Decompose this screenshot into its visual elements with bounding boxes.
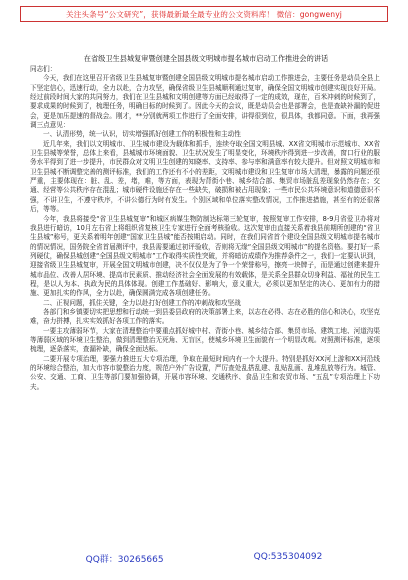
body-paragraph: 今天，我们在这里召开省级卫生县城复审暨创建全国县级文明城市提名城市启动工作推进会，主要任务是动员全县上下坚定信心，迅速行动，全力以赴，合力攻坚，确保省级卫生县城顺利通过复审，确保全国文明城市创建实现良好开局。经过前段时间大家的共同努力，我们在卫生县城和文明创建等方面已经取得了一定的成效，现在，百米冲刺的时候到了，要求成果的时候到了，梳理任务，明确目标的时候到了。因此今天的会议，既是动员会也是部署会，也是查缺补漏的促进会，更是加压提速的督战会。刚才，**分别就两项工作进行了全面安排，讲得很到位，很具体，我都同意。下面，我再强调三点意见： [30,74,380,130]
document-body [30,65,380,545]
contact-footer [0,552,408,566]
section-heading: 二、正视问题，抓住关键，全力以赴打好创建工作的冲刺战和攻坚战 [43,298,241,307]
promo-banner [20,6,388,22]
body-paragraph: 近几年来，我们以文明城市、卫生城市建设为载体和抓手，连续夺取全国文明县城、XX省文明城市示范城市、XX省卫生县城等荣誉，总体上来看，县城城市环境面貌、卫生状况发生了明显变化，环境秩序得到进一步改善，窗口行业的服务水平得到了进一步提升，市民群众对文明卫生创建的知晓率、支持率、参与率和满意率有较大提升。但对照文明城市和卫生县城不断调整完善的测评标准，我们的工作还有不小的差距，文明城市建设和卫生复审市场大清理，暴露的问题还很严重，主要体现在：脏、乱、差，堵，难，等方面，表现为背街小巷、城乡结合部、集贸市场脏乱差现象仍然存在；交通、经营等公共秩序存在混乱；城市硬件设施还存在一些缺失，破损和被占用现象；一些市民公共环境意识和道德意识不强，不讲卫生，不遵守秩序，不讲公德行为时有发生。个别区域和单位落实整改情况，工作推进措施，甚至有的还很落后，等等。 [30,139,380,214]
body-paragraph: 二要开展专项治理，要强力推进五大专项治理，争取在最短时间内有一个大提升。特别是抓好XX河上游和XX河沿线的环境综合整治，加大市容市貌整治力度，规范户外广告设置，严厉查处乱搭乱建、乱贴乱画、乱堆乱放等行为。城管、公安、交通、工商、卫生等部门要加强协调，开展市容环境、交通秩序、食品卫生和农贸市场、“五乱”专项治理上下功夫。 [30,354,380,391]
qq-group-text: QQ群：30265665 [85,555,164,565]
body-paragraph: 今年，我县将接受“省卫生县城复审”和城区病媒生物防制达标第三轮复审，按照复审工作安排，8-9月省爱卫办将对我县进行暗访，10月左右省上将组织省复核卫生专家进行全面考核验收。这次复审由直接关系着我县前期所创建的“省卫生县城”称号，更关系着明年创建“国家卫生县城”能否按期启动。同时，在我们同省首个建设全国县级文明城市提名城市的情况情况，国务院全省首届测评中，我县需要通过初评验收，否则将无缘“全国县级文明城市”的提名资格。要打好一系列硬仗，确保县城创建“全国县级文明城市”工作取得实质性突破，并将暗访成绩作为推荐条件之一，我们一定要认识到，迎接省级卫生县城复审，开展全国文明城市创建，决不仅仅是为了争一个荣誉称号，擦亮一块牌子，而是通过创建来提升城市品位、改善人居环境、提高市民素质、推动经济社会全面发展的有效载体，是关系全县群众切身利益、福祉的民生工程，是以人为本、执政为民的具体体现。创建工作基础好、影响大，意义重大，必须以更加坚定的决心、更加有力的措施、更加扎实的作风，全力以赴，确保圆满完成各项创建任务。 [30,214,380,298]
body-paragraph: 各部门和乡镇要切实把思想和行动统一到县委县政府的决策部署上来，以志在必得、志在必胜的信心和决心，攻坚克难，奋力拼搏，扎实实效抓好各项工作的落实。 [30,307,380,326]
promo-banner-text: 关注头条号“公文研究”，获得最新最全最专业的公文资料库！ 微信：gongwenyj [66,9,342,19]
section-heading: 一、认清形势，统一认识，切实增强抓好创建工作的积极性和主动性 [43,130,241,139]
qq-text: QQ:535304092 [253,552,323,562]
document-title: 在省级卫生县城复审暨创建全国县级文明城市提名城市启动工作推进会的讲话 [83,54,329,63]
salutation: 同志们： [30,65,57,73]
body-paragraph: 一要主攻薄弱环节，大家在清理整治中要重点抓好城中村、背街小巷、城乡结合部、集贸市场、建筑工地、河道沟渠等薄弱区域的环境卫生整治，做到清理整治无死角、无盲区，使城乡环境卫生面貌有一个明显改观。对照测评标准，逐项梳理，逐条落实，查漏补缺，确保全面达标。 [30,326,380,354]
